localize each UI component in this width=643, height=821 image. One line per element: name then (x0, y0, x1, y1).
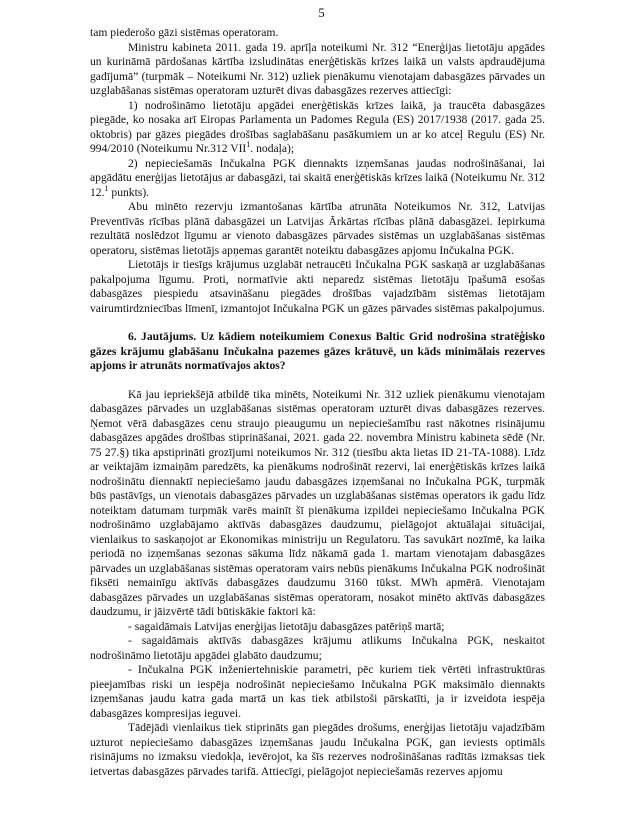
superscript: 1 (246, 140, 251, 150)
section-heading: 6. Jautājums. Uz kādiem noteikumiem Conexus Baltic Grid nodrošina stratēģisko gāzes krājumu glabāšanu Inčukalna pazemes gāzes krātuvē, un kāds minimālais rezerves apjoms ir atrunāts normatīvajos aktos? (90, 330, 545, 372)
spacer (90, 374, 545, 388)
superscript: 1 (104, 183, 109, 193)
list-item-text: 1) nodrošināmo lietotāju apgādei enerģētiskās krīzes laikā, ja traucēta dabasgāzes piegāde, ko nosaka arī Eiropas Parlamenta un Padomes Regula (ES) 2017/1938 (2017. gada 25. oktobris) par gāzes piegādes drošības saglabāšanu pasākumiem un ar ko atceļ Regulu (ES) Nr. 994/2010 (Noteikumu Nr.312 VII (90, 98, 545, 155)
bullet-item: - sagaidāmais Latvijas enerģijas lietotāju dabasgāzes patēriņš martā; (128, 619, 445, 633)
list-item-text: . nodaļa); (250, 142, 295, 155)
spacer (90, 316, 545, 330)
bullet-item: - Inčukalna PGK inženiertehniskie parametri, pēc kuriem tiek vērtēti infrastruktūras pieejamības riski un iespēja nodrošināt nepieciešamo Inčukalna PGK maksimālo diennakts izņemšanas jaudu katra gada martā un kas tiek atbilstoši pārskatīti, ja ir izveidota iespēja dabasgāzes kompresijas ieguvei. (90, 663, 545, 720)
list-item-text: punkts). (108, 185, 150, 199)
list-item (90, 157, 545, 201)
paragraph: Tādējādi vienlaikus tiek stiprināts gan piegādes drošums, enerģijas lietotāju vajadzībām uzturot nepieciešamo dabasgāzes izņemšanas jaudu Inčukalna PGK, gan ieviests optimāls risinājums no izmaksu viedokļa, ievērojot, ka šīs rezerves nodrošināšanas radītās izmaksas tiek ietvertas dabasgāzes pārvades tarifā. Attiecīgi, pielāgojot nepieciešamās rezerves apjomu (90, 721, 545, 778)
page-number: 5 (318, 6, 325, 20)
bullet-item: - sagaidāmais aktīvās dabasgāzes krājumu atlikums Inčukalna PGK, neskaitot nodrošināmo lietotāju apgādei glabāto daudzumu; (90, 634, 545, 662)
paragraph: Ministru kabineta 2011. gada 19. aprīļa noteikumi Nr. 312 “Enerģijas lietotāju apgādes un kurināmā pārdošanas kārtība izsludinātas enerģētiskās krīzes laikā un valsts apdraudējuma gadījumā” (turpmāk – Noteikumi Nr. 312) uzliek pienākumu vienotajam dabasgāzes pārvades un uzglabāšanas sistēmas operatoram uzturēt divas dabasgāzes rezerves attiecīgi: (90, 40, 545, 97)
paragraph: tam piederošo gāzi sistēmas operatoram. (90, 26, 279, 39)
list-item (90, 99, 545, 157)
paragraph: Abu minēto rezervju izmantošanas kārtība atrunāta Noteikumos Nr. 312, Latvijas Preventīvās rīcības plānā dabasgāzei un Latvijas Ārkārtas rīcības plānā dabasgāzei. Iepirkuma rezultātā noslēdzot līgumu ar vienoto dabasgāzes pārvades sistēmas un uzglabāšanas sistēmas operatoru, sistēmas lietotājs apņemas garantēt noteiktu dabasgāzes apjomu Inčukalna PGK. (90, 200, 545, 257)
paragraph: Lietotājs ir tiesīgs krājumus uzglabāt netraucēti Inčukalna PGK saskaņā ar uzglabāšanas pakalpojuma līgumu. Proti, normatīvie akti neparedz sistēmas lietotāju īpašumā esošas dabasgāzes piespiedu atsavināšanu piegādes drošības vajadzībām sistēmas lietotājam vairumtirdzniecības līmenī, izmantojot Inčukalna PGK un gāzes pārvades sistēmas pakalpojumus. (90, 258, 545, 315)
document-body (90, 26, 545, 779)
paragraph: Kā jau iepriekšējā atbildē tika minēts, Noteikumi Nr. 312 uzliek pienākumu vienotajam dabasgāzes pārvades un uzglabāšanas sistēmas operatoram uzturēt divas dabasgāzes rezerves. Ņemot vērā dabasgāzes cenu straujo pieaugumu un nepieciešamību rast nākotnes risinājumu dabasgāzes apgādes drošības stiprināšanai, 2021. gada 22. novembra Ministru kabineta sēdē (Nr. 75 27.§) tika apstiprināti grozījumi noteikumos Nr. 312 (tiesību akta lietas ID 21-TA-1088). Līdz ar veiktajām izmaiņām paredzēts, ka pienākums nodrošināt rezervi, lai enerģētiskās krīzes laikā nodrošinātu diennaktī nepieciešamo jaudu dabasgāzes izņemšanai no Inčukalna PGK, turpmāk būs pastāvīgs, un vienotais dabasgāzes pārvades un uzglabāšanas sistēmas operators ik gadu līdz noteiktam datumam turpmāk varēs mainīt šī pienākuma izpildei nepieciešamo Inčukalna PGK nodrošināmo uzglabājamo aktīvās dabasgāzes daudzumu, pielāgojot aktuālajai situācijai, vienlaikus to saskaņojot ar Ekonomikas ministriju un Regulatoru. Tas savukārt nozīmē, ka laika periodā no izņemšanas sezonas sākuma līdz nākamā gada 1. martam vienotajam dabasgāzes pārvades un uzglabāšanas sistēmas operatoram vairs nebūs pienākums Inčukalna PGK nodrošināt fiksēti nemainīgu aktīvās dabasgāzes daudzumu 3160 tūkst. MWh apmērā. Vienotajam dabasgāzes pārvades un uzglabāšanas sistēmas operatoram, nosakot minēto aktīvās dabasgāzes daudzumu, ir jāizvērtē tādi būtiskākie faktori kā: (90, 387, 545, 618)
list-item-text: 2) nepieciešamās Inčukalna PGK diennakts izņemšanas jaudas nodrošināšanai, lai apgādātu enerģijas lietotājus ar dabasgāzi, tai skaitā enerģētiskās krīzes laikā (Noteikumu Nr. 312 12. (90, 156, 545, 199)
